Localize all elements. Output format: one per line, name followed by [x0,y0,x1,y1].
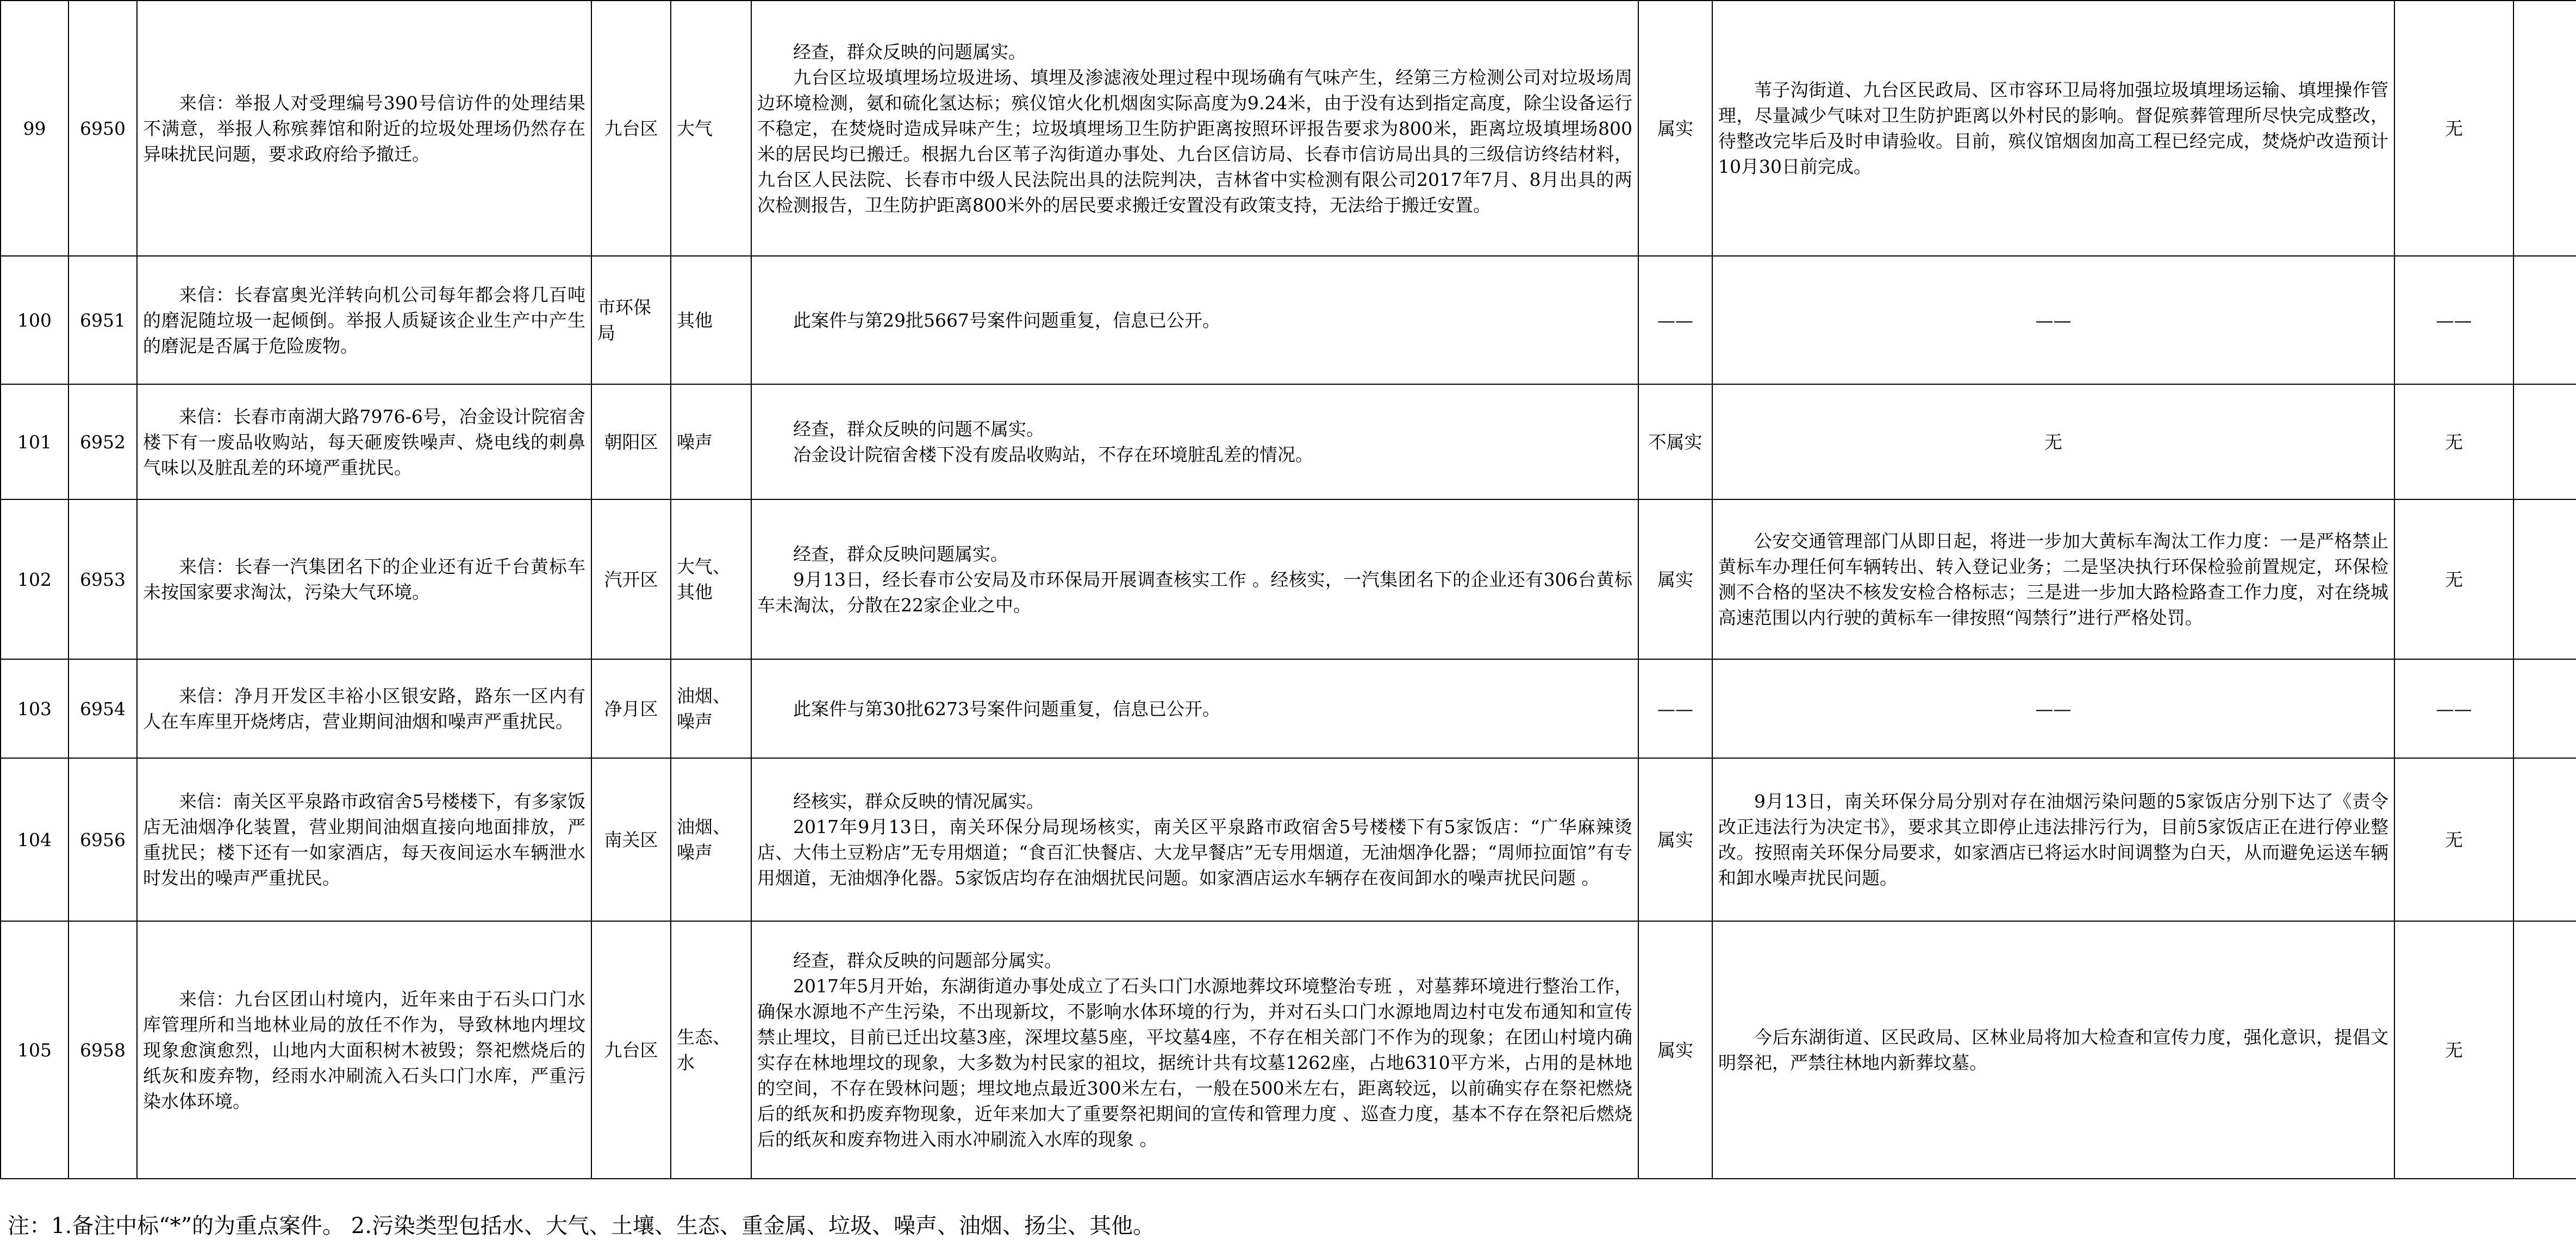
investigation-paragraph: 经核实，群众反映的情况属实。 [793,791,1044,812]
case-number-cell: 6953 [68,499,137,659]
remark-cell [2513,758,2576,921]
case-number-cell: 6951 [68,256,137,384]
table-row [1,499,2576,659]
investigation-cell [751,384,1638,499]
remark-cell [2513,1,2576,256]
complaint-cell: 来信：九台区团山村境内，近年来由于石头口门水库管理所和当地林业局的放任不作为，导致林地内埋坟现象愈演愈烈，山地内大面积树木被毁；祭祀燃烧后的纸灰和废弃物，经雨水冲刷流入石头口门水库，严重污染水体环境。 [137,921,591,1179]
complaint-cell: 来信：举报人对受理编号390号信访件的处理结果不满意，举报人称殡葬馆和附近的垃圾处理场仍然存在异味扰民问题，要求政府给予撤迁。 [137,1,591,256]
complaint-cell: 来信：净月开发区丰裕小区银安路，路东一区内有人在车库里开烧烤店，营业期间油烟和噪声严重扰民。 [137,659,591,758]
accountability-cell: 无 [2394,758,2513,921]
case-number-cell: 6954 [68,659,137,758]
accountability-cell: 无 [2394,1,2513,256]
district-cell: 九台区 [591,921,671,1179]
district-cell: 汽开区 [591,499,671,659]
verdict-cell: —— [1638,659,1712,758]
pollution-type-cell: 油烟、噪声 [671,758,751,921]
case-number-cell: 6958 [68,921,137,1179]
accountability-cell: 无 [2394,499,2513,659]
pollution-type-cell: 噪声 [671,384,751,499]
remark-cell [2513,659,2576,758]
pollution-type-cell: 其他 [671,256,751,384]
seq-cell: 99 [1,1,68,256]
district-cell: 市环保局 [591,256,671,384]
table-footnote: 注：1.备注中标“*”的为重点案件。 2.污染类型包括水、大气、土壤、生态、重金属、垃圾、噪声、油烟、扬尘、其他。 [8,1213,1155,1238]
district-cell: 净月区 [591,659,671,758]
rectification-cell: 无 [1712,384,2394,499]
pollution-type-cell: 大气、其他 [671,499,751,659]
remark-cell [2513,499,2576,659]
complaint-cell: 来信：长春一汽集团名下的企业还有近千台黄标车未按国家要求淘汰，污染大气环境。 [137,499,591,659]
pollution-type-cell: 大气 [671,1,751,256]
investigation-cell [751,758,1638,921]
table-row [1,1,2576,256]
pollution-type-cell: 生态、水 [671,921,751,1179]
investigation-cell [751,256,1638,384]
remark-cell [2513,921,2576,1179]
table-row [1,384,2576,499]
investigation-paragraph: 经查，群众反映的问题部分属实。 [793,950,1062,971]
accountability-cell: —— [2394,256,2513,384]
investigation-paragraph: 冶金设计院宿舍楼下没有废品收购站，不存在环境脏乱差的情况。 [793,444,1313,465]
rectification-cell: —— [1712,256,2394,384]
seq-cell: 104 [1,758,68,921]
verdict-cell: 不属实 [1638,384,1712,499]
seq-cell: 101 [1,384,68,499]
district-cell: 南关区 [591,758,671,921]
accountability-cell: 无 [2394,384,2513,499]
investigation-paragraph: 2017年5月开始，东湖街道办事处成立了石头口门水源地葬坟环境整治专班 ，对墓葬环境进行整治工作，确保水源地不产生污染，不出现新坟，不影响水体环境的行为，并对石头口门水源地周边村屯发布通知和宣传禁止埋坟，目前已迁出坟墓3座，深埋坟墓5座，平坟墓4座，不存在相关部门不作为的现象；在团山村境内确实存在林地埋坟的现象，大多数为村民家的祖坟，据统计共有坟墓1262座，占地6310平方米，占用的是林地的空间，不存在毁林问题；埋坟地点最近300米左右，一般在500米左右，距离较远，以前确实存在祭祀燃烧后的纸灰和扔废弃物现象，近年来加大了重要祭祀期间的宣传和管理力度 、巡查力度，基本不存在祭祀后燃烧后的纸灰和废弃物进入雨水冲刷流入水库的现象 。 [757,975,1632,1150]
table-body [1,1,2576,1179]
case-number-cell: 6950 [68,1,137,256]
complaint-cell: 来信：长春富奥光洋转向机公司每年都会将几百吨的磨泥随垃圾一起倾倒。举报人质疑该企业生产中产生的磨泥是否属于危险废物。 [137,256,591,384]
seq-cell: 102 [1,499,68,659]
rectification-cell: —— [1712,659,2394,758]
verdict-cell: 属实 [1638,758,1712,921]
rectification-cell: 9月13日，南关环保分局分别对存在油烟污染问题的5家饭店分别下达了《责令改正违法行为决定书》，要求其立即停止违法排污行为，目前5家饭店正在进行停业整改。按照南关环保分局要求，如家酒店已将运水时间调整为白天，从而避免运送车辆和卸水噪声扰民问题。 [1712,758,2394,921]
table-row [1,758,2576,921]
verdict-cell: —— [1638,256,1712,384]
seq-cell: 100 [1,256,68,384]
investigation-cell [751,921,1638,1179]
verdict-cell: 属实 [1638,499,1712,659]
investigation-paragraph: 九台区垃圾填埋场垃圾进场、填埋及渗滤液处理过程中现场确有气味产生，经第三方检测公司对垃圾场周边环境检测，氨和硫化氢达标；殡仪馆火化机烟囱实际高度为9.24米，由于没有达到指定高度，除尘设备运行不稳定，在焚烧时造成异味产生；垃圾填埋场卫生防护距离按照环评报告要求为800米，距离垃圾填埋场800米的居民均已搬迁。根据九台区苇子沟街道办事处、九台区信访局、长春市信访局出具的三级信访终结材料，九台区人民法院、长春市中级人民法院出具的法院判决，吉林省中实检测有限公司2017年7月、8月出具的两次检测报告，卫生防护距离800米外的居民要求搬迁安置没有政策支持，无法给于搬迁安置。 [757,66,1632,216]
seq-cell: 105 [1,921,68,1179]
accountability-cell: 无 [2394,921,2513,1179]
rectification-cell: 公安交通管理部门从即日起，将进一步加大黄标车淘汰工作力度：一是严格禁止黄标车办理任何车辆转出、转入登记业务；二是坚决执行环保检验前置规定，环保检测不合格的坚决不核发安检合格标志；三是进一步加大路检路查工作力度，对在绕城高速范围以内行驶的黄标车一律按照“闯禁行”进行严格处罚。 [1712,499,2394,659]
accountability-cell: —— [2394,659,2513,758]
investigation-paragraph: 经查，群众反映问题属实。 [793,543,1008,565]
table-row [1,921,2576,1179]
remark-cell [2513,384,2576,499]
investigation-cell [751,1,1638,256]
remark-cell [2513,256,2576,384]
investigation-paragraph: 9月13日，经长春市公安局及市环保局开展调查核实工作 。经核实，一汽集团名下的企业还有306台黄标车未淘汰，分散在22家企业之中。 [757,568,1632,616]
verdict-cell: 属实 [1638,921,1712,1179]
investigation-paragraph: 此案件与第29批5667号案件问题重复，信息已公开。 [793,309,1220,331]
case-number-cell: 6956 [68,758,137,921]
complaint-cell: 来信：南关区平泉路市政宿舍5号楼楼下，有多家饭店无油烟净化装置，营业期间油烟直接向地面排放，严重扰民；楼下还有一如家酒店，每天夜间运水车辆泄水时发出的噪声严重扰民。 [137,758,591,921]
case-number-cell: 6952 [68,384,137,499]
complaint-cell: 来信：长春市南湖大路7976-6号，冶金设计院宿舍楼下有一废品收购站，每天砸废铁噪声、烧电线的刺鼻气味以及脏乱差的环境严重扰民。 [137,384,591,499]
rectification-cell: 苇子沟街道、九台区民政局、区市容环卫局将加强垃圾填埋场运输、填埋操作管理，尽量减少气味对卫生防护距离以外村民的影响。督促殡葬管理所尽快完成整改，待整改完毕后及时申请验收。目前，殡仪馆烟囱加高工程已经完成，焚烧炉改造预计10月30日前完成。 [1712,1,2394,256]
investigation-cell [751,499,1638,659]
investigation-paragraph: 经查，群众反映的问题不属实。 [793,418,1044,440]
table-row [1,256,2576,384]
rectification-cell: 今后东湖街道、区民政局、区林业局将加大检查和宣传力度，强化意识，提倡文明祭祀，严禁往林地内新葬坟墓。 [1712,921,2394,1179]
district-cell: 朝阳区 [591,384,671,499]
verdict-cell: 属实 [1638,1,1712,256]
investigation-paragraph: 2017年9月13日，南关环保分局现场核实，南关区平泉路市政宿舍5号楼楼下有5家饭店：“广华麻辣烫店、大伟土豆粉店”无专用烟道；“食百汇快餐店、大龙早餐店”无专用烟道，无油烟净化器；“周师拉面馆”有专用烟道，无油烟净化器。5家饭店均存在油烟扰民问题。如家酒店运水车辆存在夜间卸水的噪声扰民问题 。 [757,816,1632,889]
pollution-type-cell: 油烟、噪声 [671,659,751,758]
investigation-paragraph: 经查，群众反映的问题属实。 [793,41,1026,62]
table-row [1,659,2576,758]
seq-cell: 103 [1,659,68,758]
district-cell: 九台区 [591,1,671,256]
investigation-paragraph: 此案件与第30批6273号案件问题重复，信息已公开。 [793,698,1220,720]
investigation-cell [751,659,1638,758]
